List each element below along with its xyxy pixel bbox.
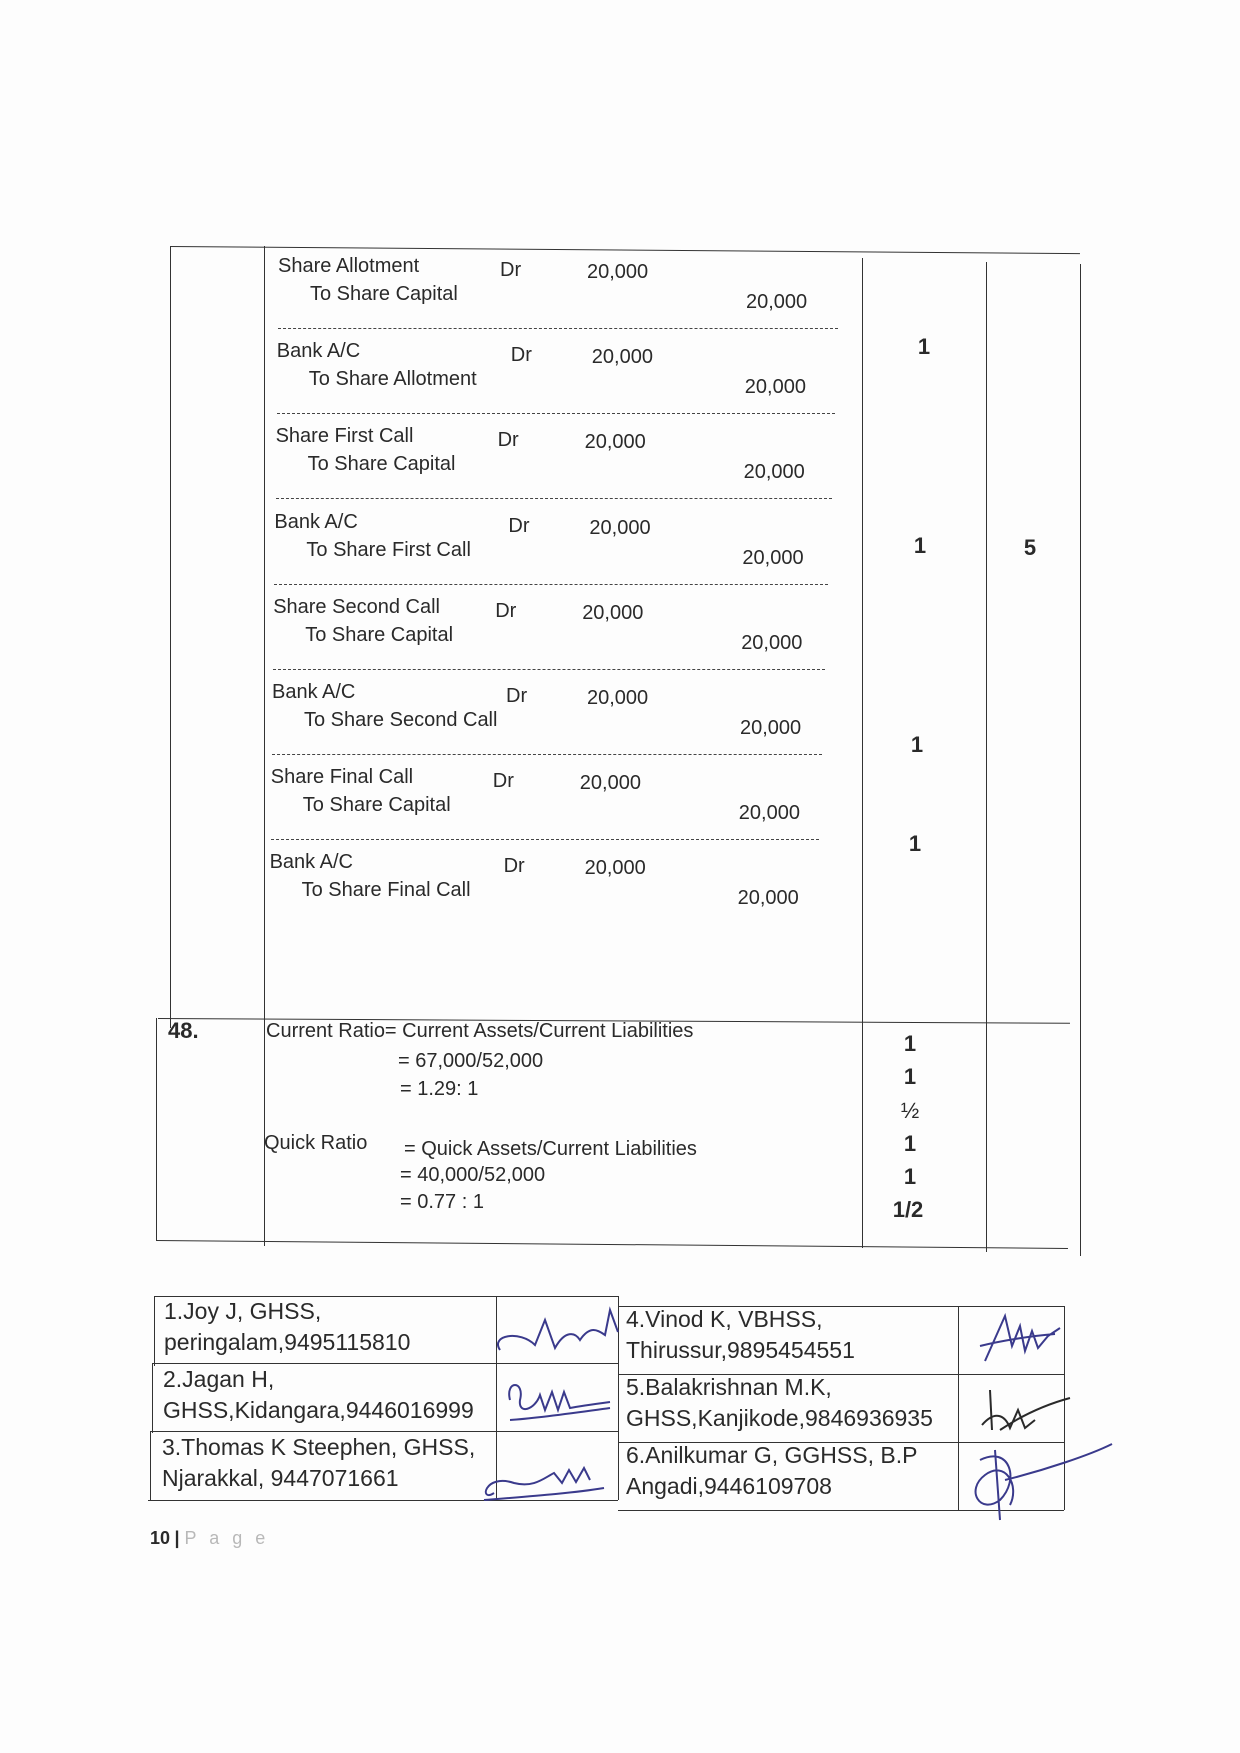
entry-debit-amount: 20,000 (584, 857, 646, 880)
sig-left-border-1 (154, 1296, 155, 1366)
signatory-6: 6.Anilkumar G, GGHSS, B.P Angadi,9446109708 (626, 1442, 918, 1500)
q48-mark-6: 1/2 (892, 1197, 924, 1222)
entry-credit-amount: 20,000 (744, 376, 806, 399)
q47-mark-2: 1 (913, 533, 927, 558)
signatory-2: 2.Jagan H, GHSS,Kidangara,9446016999 (163, 1366, 474, 1424)
entry-credit-amount: 20,000 (746, 291, 808, 313)
entry-debit-account: Share First Call (275, 425, 414, 448)
signature-1 (480, 1290, 630, 1375)
entry-dr-label: Dr (492, 770, 514, 793)
quick-ratio-formula: = Quick Assets/Current Liabilities (404, 1138, 697, 1160)
entry-debit-account: Bank A/C (276, 340, 361, 363)
entry-credit-account: To Share Capital (302, 794, 451, 817)
entry-debit-account: Bank A/C (269, 851, 353, 874)
page-number: 10 (150, 1528, 171, 1548)
entry-debit-amount: 20,000 (582, 601, 644, 624)
table-col-divider-1 (264, 246, 265, 1246)
entry-credit-account: To Share Second Call (304, 709, 498, 731)
entry-credit-amount: 20,000 (743, 461, 805, 484)
quick-ratio-step: = 40,000/52,000 (400, 1164, 546, 1186)
q48-mark-5: 1 (903, 1164, 917, 1189)
entry-dr-label: Dr (503, 855, 525, 878)
entry-separator (271, 839, 819, 840)
q48-mark-3: ½ (900, 1098, 920, 1123)
entry-separator (277, 413, 835, 414)
q48-mark-2: 1 (903, 1064, 917, 1089)
question-number: 48. (168, 1018, 199, 1043)
entry-debit-account: Bank A/C (272, 681, 356, 703)
entry-dr-label: Dr (508, 514, 530, 537)
q47-total-mark: 5 (1023, 535, 1037, 560)
signature-2 (500, 1370, 620, 1435)
entry-debit-account: Share Allotment (278, 255, 420, 277)
entry-credit-amount: 20,000 (742, 546, 804, 569)
entry-debit-amount: 20,000 (587, 687, 649, 709)
signatory-1: 1.Joy J, GHSS, peringalam,9495115810 (164, 1298, 411, 1356)
entry-debit-account: Share Second Call (273, 595, 440, 618)
current-ratio-step: = 67,000/52,000 (398, 1050, 544, 1072)
entry-credit-account: To Share First Call (306, 538, 471, 561)
entry-credit-account: To Share Allotment (308, 368, 477, 391)
sig-left-border-2 (152, 1363, 153, 1433)
q48-mark-4: 1 (903, 1131, 917, 1156)
signatory-3: 3.Thomas K Steephen, GHSS, Njarakkal, 9447071661 (162, 1434, 476, 1492)
signature-3 (474, 1448, 614, 1513)
q47-mark-4: 1 (908, 831, 922, 856)
entry-credit-account: To Share Capital (307, 453, 456, 476)
entry-debit-account: Bank A/C (274, 510, 358, 533)
entry-debit-amount: 20,000 (591, 346, 653, 369)
entry-dr-label: Dr (495, 599, 517, 622)
q47-mark-1: 1 (917, 334, 931, 359)
entry-debit-amount: 20,000 (579, 772, 641, 795)
entry-debit-amount: 20,000 (584, 431, 646, 454)
current-ratio-result: = 1.29: 1 (400, 1078, 479, 1100)
entry-credit-account: To Share Final Call (301, 879, 471, 902)
entry-dr-label: Dr (506, 685, 528, 707)
entry-debit-amount: 20,000 (589, 516, 651, 539)
current-ratio-formula: Current Ratio= Current Assets/Current Liabilities (266, 1020, 694, 1042)
table-bottom-border (156, 1240, 1068, 1249)
entry-separator (278, 328, 838, 329)
entry-separator (273, 669, 825, 670)
entry-credit-amount: 20,000 (738, 802, 800, 825)
table-right-border (1080, 264, 1081, 1256)
signatory-4: 4.Vinod K, VBHSS, Thirussur,9895454551 (626, 1306, 855, 1364)
footer-divider: | (174, 1528, 185, 1548)
entry-dr-label: Dr (500, 259, 522, 281)
entry-credit-account: To Share Capital (305, 623, 454, 646)
entry-debit-amount: 20,000 (587, 261, 649, 283)
entry-credit-amount: 20,000 (737, 887, 799, 910)
q47-mark-3: 1 (910, 732, 924, 757)
signature-4 (970, 1306, 1070, 1381)
entry-credit-amount: 20,000 (740, 717, 802, 739)
entry-dr-label: Dr (510, 344, 532, 367)
quick-ratio-label: Quick Ratio (264, 1132, 368, 1154)
entry-credit-account: To Share Capital (310, 283, 458, 305)
signature-6 (950, 1430, 1120, 1535)
table-col-divider-3 (986, 262, 987, 1252)
entry-separator (276, 498, 832, 499)
table-col-divider-2 (862, 258, 863, 1248)
signatory-5: 5.Balakrishnan M.K, GHSS,Kanjikode,9846936935 (626, 1374, 933, 1432)
entry-debit-account: Share Final Call (270, 766, 414, 789)
sig-left-border-3 (150, 1431, 151, 1501)
table-left-border (170, 246, 171, 1028)
entry-separator (272, 754, 822, 755)
table-top-border (170, 246, 1080, 254)
entry-credit-amount: 20,000 (741, 631, 803, 654)
table-left-border-q48 (156, 1018, 157, 1240)
page-footer (150, 1528, 269, 1549)
quick-ratio-result: = 0.77 : 1 (400, 1191, 484, 1213)
page-label: P a g e (184, 1528, 270, 1548)
q48-mark-1: 1 (903, 1031, 917, 1056)
entry-dr-label: Dr (497, 429, 519, 452)
entry-separator (274, 584, 828, 585)
